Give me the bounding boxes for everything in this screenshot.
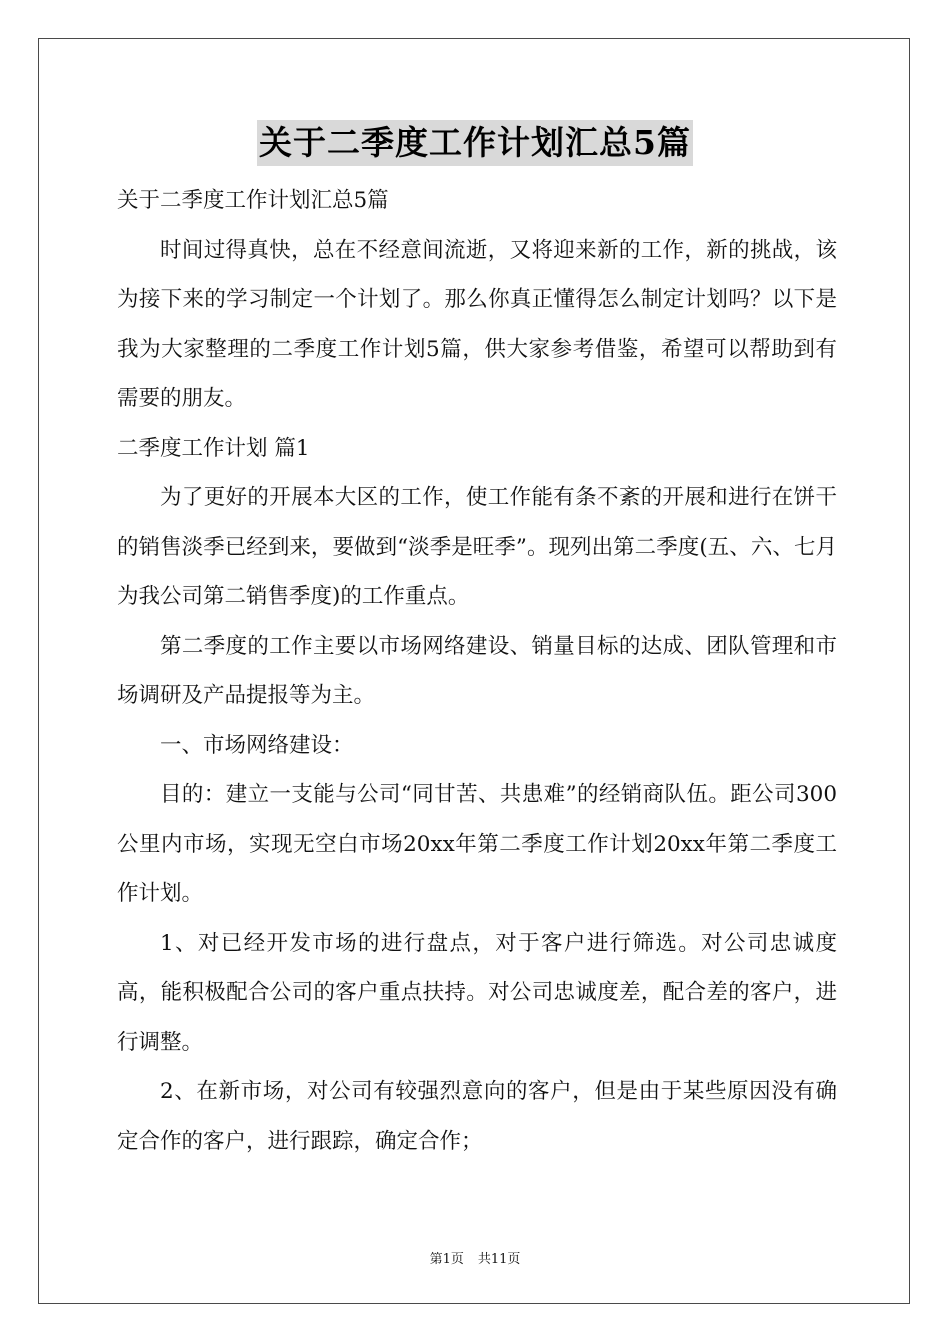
body-paragraph: 为了更好的开展本大区的工作，使工作能有条不紊的开展和进行在饼干的销售淡季已经到来，要做到“淡季是旺季”。现列出第二季度(五、六、七月为我公司第二销售季度)的工作重点。 — [117, 485, 837, 609]
section-heading: 二季度工作计划 篇1 — [117, 435, 310, 461]
body-paragraph: 目的：建立一支能与公司“同甘苦、共患难”的经销商队伍。距公司300公里内市场，实现无空白市场20xx年第二季度工作计划20xx年第二季度工作计划。 — [117, 782, 837, 906]
subtitle-paragraph: 关于二季度工作计划汇总5篇 — [117, 188, 389, 213]
intro-paragraph: 时间过得真快，总在不经意间流逝，又将迎来新的工作，新的挑战，该为接下来的学习制定一个计划了。那么你真正懂得怎么制定计划吗？以下是我为大家整理的二季度工作计划5篇，供大家参考借鉴，希望可以帮助到有需要的朋友。 — [117, 237, 837, 411]
page-footer — [0, 1248, 950, 1267]
list-item: 1、对已经开发市场的进行盘点，对于客户进行筛选。对公司忠诚度高，能积极配合公司的客户重点扶持。对公司忠诚度差，配合差的客户，进行调整。 — [117, 930, 837, 1055]
document-title: 关于二季度工作计划汇总5篇 — [257, 120, 693, 166]
document-body — [117, 176, 837, 1166]
page-number: 第1页 — [429, 1252, 464, 1267]
page-total: 共11页 — [477, 1252, 521, 1267]
list-item: 2、在新市场，对公司有较强烈意向的客户，但是由于某些原因没有确定合作的客户，进行跟踪，确定合作； — [117, 1079, 837, 1154]
list-heading: 一、市场网络建设： — [160, 732, 354, 758]
title-container — [0, 120, 950, 166]
body-paragraph: 第二季度的工作主要以市场网络建设、销量目标的达成、团队管理和市场调研及产品提报等为主。 — [117, 633, 837, 708]
